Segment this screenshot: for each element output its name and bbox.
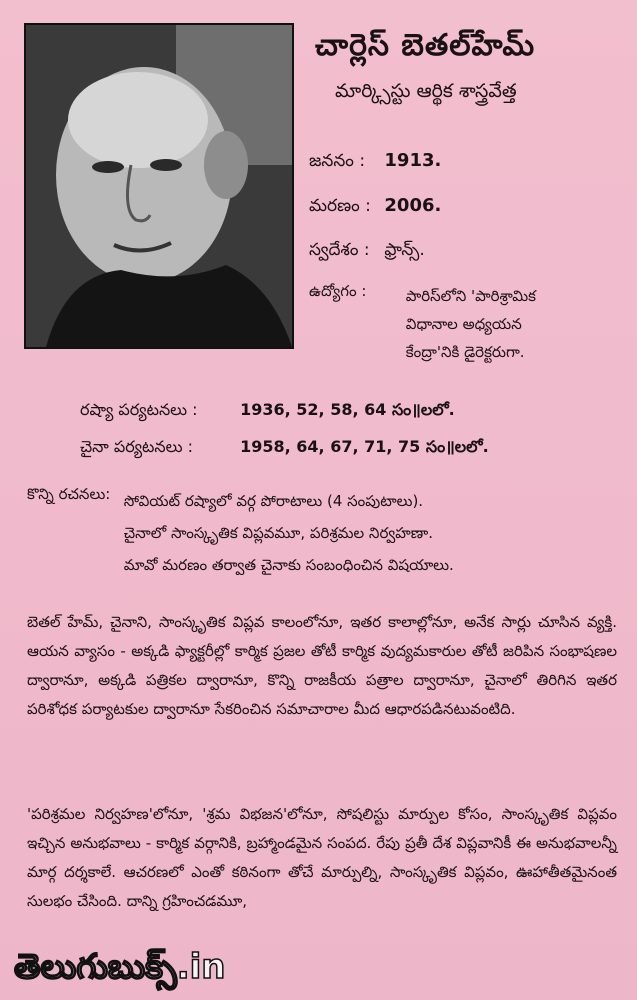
death-label: మరణం : (309, 196, 371, 216)
birth-row (309, 150, 441, 175)
works-item: చైనాలో సాంస్కృతిక విప్లవమూ, పరిశ్రమల నిర్వహణా. (123, 524, 433, 542)
site-watermark: తెలుగుబుక్స్.in (14, 947, 226, 987)
portrait-image (26, 25, 292, 347)
works-item: సోవియట్ రష్యాలో వర్గ పోరాటాలు (4 సంపుటాలు). (123, 492, 424, 510)
works-label: కొన్ని రచనలు: (27, 485, 111, 503)
job-line: పారిస్‌లోని 'పారిశ్రామిక (405, 287, 536, 305)
job-label: ఉద్యోగం : (309, 282, 367, 300)
birth-label: జననం : (309, 151, 366, 171)
paragraph-two: 'పరిశ్రమల నిర్వహణ'లోనూ, 'శ్రమ విభజన'లోనూ, సోషలిస్టు మార్పుల కోసం, సాంస్కృతిక విప్లవం ఇచ్చిన అనుభవాలు - కార్మిక వర్గానికి, బ్రహ్మాండమైన సంపద. రేపు ప్రతీ దేశ విప్లవానికీ ఈ అనుభవాలన్నీ మార్గ దర్శకాలే. ఆచరణలో ఎంతో కఠినంగా తోచే మార్పుల్ని, సాంస్కృతిక విప్లవం, ఊహాతీతమైనంత సులభం చేసింది. దాన్ని గ్రహించడమూ, (27, 805, 617, 910)
author-photo (24, 23, 294, 349)
russia-tours-value: 1936, 52, 58, 64 సం॥లలో. (240, 400, 455, 419)
country-value: ఫ్రాన్స్. (384, 240, 425, 260)
birth-value: 1913. (384, 150, 442, 171)
job-line: కేంద్రా'నికి డైరెక్టరుగా. (405, 343, 525, 361)
china-tours-label: చైనా పర్యటనలు : (80, 437, 194, 456)
china-tours-value: 1958, 64, 67, 71, 75 సం॥లలో. (240, 437, 489, 456)
death-value: 2006. (384, 195, 442, 216)
russia-tours-row (80, 400, 455, 423)
person-name: చార్లెస్ బెతల్‌హేమ్ (315, 28, 536, 63)
china-tours-row (80, 437, 489, 460)
job-lines (406, 282, 536, 366)
country-row (309, 240, 425, 264)
works-list (124, 485, 454, 581)
russia-tours-label: రష్యా పర్యటనలు : (80, 400, 198, 419)
job-line: విధానాల అధ్యయన (405, 315, 522, 333)
works-item: మావో మరణం తర్వాత చైనాకు సంబంధించిన విషయాలు. (123, 556, 454, 574)
country-label: స్వదేశం : (309, 240, 370, 260)
death-row (309, 195, 441, 220)
person-subtitle: మార్క్సిస్టు ఆర్థిక శాస్త్రవేత్త (335, 80, 517, 102)
job-row (309, 282, 536, 366)
paragraph-one: బెతల్ హేమ్, చైనాని, సాంస్కృతిక విప్లవ కాలంలోనూ, ఇతర కాలాల్లోనూ, అనేక సార్లు చూసిన వ్యక్తి. ఆయన వ్యాసం - అక్కడి ఫ్యాక్టరీల్లో కార్మిక ప్రజల తోటీ కార్మిక వుద్యమకారుల తోటీ జరిపిన సంభాషణల ద్వారానూ, అక్కడి పత్రికల ద్వారానూ, కొన్ని రాజకీయ పత్రాల ద్వారానూ, చైనాలో తిరిగిన ఇతర పరిశోధక పర్యాటకుల ద్వారానూ సేకరించిన సమాచారాల మీద ఆధారపడినటువంటిది. (27, 613, 617, 718)
works-section (27, 485, 454, 581)
